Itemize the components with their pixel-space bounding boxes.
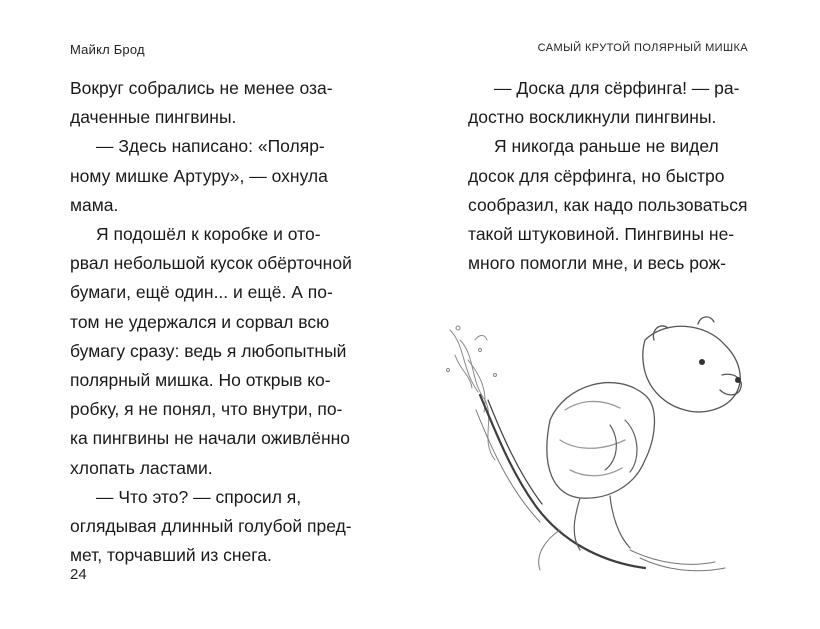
text-line: ка пингвины не начали оживлённо xyxy=(70,428,350,449)
running-head-title: САМЫЙ КРУТОЙ ПОЛЯРНЫЙ МИШКА xyxy=(537,42,748,54)
text-line: сообразил, как надо пользоваться xyxy=(468,194,748,215)
text-line: бумаги, ещё один... и ещё. А по- xyxy=(70,282,333,303)
left-page-text xyxy=(70,74,350,570)
surfboard-sketch xyxy=(476,395,645,568)
text-line: Вокруг собрались не менее оза- xyxy=(70,78,333,98)
text-line: полярный мишка. Но открыв ко- xyxy=(70,370,331,391)
bear-body-sketch xyxy=(547,383,655,499)
text-line: мет, торчавший из снега. xyxy=(70,545,272,566)
text-line: Я никогда раньше не видел xyxy=(494,136,719,157)
text-line: — Доска для сёрфинга! — ра- xyxy=(494,78,740,98)
text-line: Я подошёл к коробке и ото- xyxy=(96,224,321,245)
text-line: ному мишке Артуру», — охнула xyxy=(70,165,328,186)
text-line: — Что это? — спросил я, xyxy=(96,486,302,507)
text-line: досок для сёрфинга, но быстро xyxy=(468,165,725,186)
page-number: 24 xyxy=(70,566,87,583)
running-head-author: Майкл Брод xyxy=(70,42,145,57)
text-line: — Здесь написано: «Поляр- xyxy=(96,136,325,157)
bear-head-sketch xyxy=(643,317,742,412)
text-line: много помогли мне, и весь рож- xyxy=(468,253,726,274)
text-line: достно воскликнули пингвины. xyxy=(468,107,717,128)
text-line: робку, я не понял, что внутри, по- xyxy=(70,399,343,420)
bear-limbs-sketch xyxy=(574,420,637,550)
text-line: даченные пингвины. xyxy=(70,107,237,128)
right-page-text xyxy=(468,74,750,278)
text-line: хлопать ластами. xyxy=(70,457,213,478)
text-line: такой штуковиной. Пингвины не- xyxy=(468,224,735,245)
text-line: рвал небольшой кусок обёрточной xyxy=(70,253,352,274)
text-line: оглядывая длинный голубой пред- xyxy=(70,516,352,537)
text-line: мама. xyxy=(70,194,119,215)
text-line: том не удержался и сорвал всю xyxy=(70,311,330,332)
polar-bear-surfing-illustration xyxy=(440,300,785,610)
text-line: бумагу сразу: ведь я любопытный xyxy=(70,340,347,361)
